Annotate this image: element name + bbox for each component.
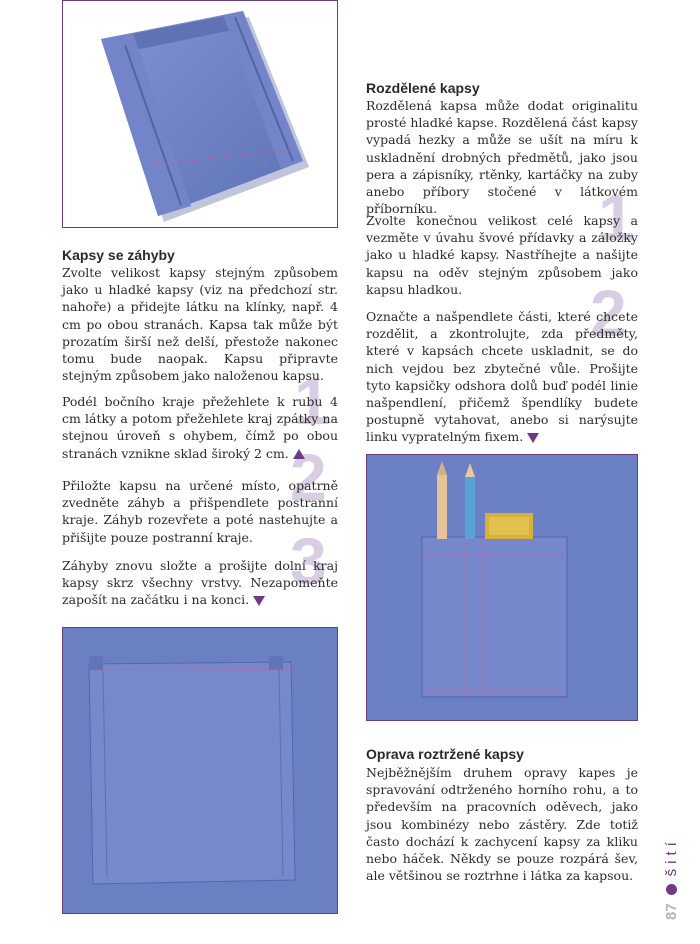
photo-pleated-pocket: [62, 627, 338, 914]
repair-paragraph: Nejběžnějším druhem opravy kapes je spravování odtrženého horního rohu, a to především na pracovních oděvech, jako jsou kombinézy nebo zástěry. Zde totiž často dochází k zachycení kapsy za kliku nebo háček. Někdy se pouze rozpárá šev, ale většinou se roztrhne i látka za kapsou.: [366, 765, 638, 884]
pleated-step-3-paragraph: [62, 557, 338, 609]
page-footer: [653, 790, 689, 920]
pleated-step-1-text: Podél bočního kraje přežehlete k rubu 4 cm látky a potom přežehlete kraj zpátky na stejnou úroveň s ohybem, čímž po obou stranách vznikne sklad široký 2 cm.: [62, 394, 338, 461]
pleated-step-2-paragraph: Přiložte kapsu na určené místo, opatrně zvedněte záhyb a přišpendlete postranní kraje. Záhyb rozevřete a poté nastehujte a přišijte pouze postranní kraje.: [62, 478, 338, 545]
divided-step-2-text: Označte a našpendlete části, které chcete rozdělit, a zkontrolujte, zda předměty, které v kapsách chcete uskladnit, se do nich vejdou bez zbytečné vůle. Prošijte tyto kapsičky odshora dolů buď podél linie našpendlení, přičemž špendlíky budete postupně vytahovat, anebo si narýsujte linku vypratelným fixem.: [366, 309, 638, 445]
divided-step-2-paragraph: [366, 308, 638, 446]
section-name: šití: [662, 837, 680, 877]
triangle-down-icon: [253, 596, 265, 606]
photo-divided-pocket: [366, 454, 638, 721]
pleated-intro-paragraph: Zvolte velikost kapsy stejným způsobem jako u hladké kapsy (viz na předchozí str. nahoře) a přidejte látku na klínky, např. 4 cm po obou stranách. Kapsa tak může být prozatím širší než delší, přestože nakonec tomu bude naopak. Kapsu připravte stejným způsobem jako naloženou kapsu.: [62, 265, 338, 384]
photo-pleated-fabric: [62, 0, 338, 228]
step-number-1-left: 1: [294, 364, 331, 438]
triangle-up-icon: [293, 449, 305, 459]
step-number-2-left: 2: [290, 440, 327, 514]
divided-step-1-paragraph: Zvolte konečnou velikost celé kapsy a vezměte v úvahu švové přídavky a záložky jako u hladké kapsy. Nastříhejte a našijte kapsu na oděv stejným způsobem jako kapsu hladkou.: [366, 213, 638, 297]
step-number-1-right: 1: [598, 180, 635, 254]
heading-divided-pockets: Rozdělené kapsy: [366, 80, 480, 96]
page-number: 87: [662, 903, 680, 920]
step-number-2-right: 2: [590, 276, 627, 350]
step-number-3-left: 3: [290, 524, 327, 598]
heading-pocket-repair: Oprava roztržené kapsy: [366, 746, 524, 762]
bullet-dot-icon: [666, 884, 677, 895]
pleated-step-1-paragraph: [62, 393, 338, 462]
divided-intro-paragraph: Rozdělená kapsa může dodat originalitu prosté hladké kapse. Rozdělená část kapsy vypadá hezky a může se ušít na míru k uskladnění drobných předmětů, jako jsou pera a zápisníky, rtěnky, kartáčky na zuby anebo příbory stočené v látkovém příborníku.: [366, 98, 638, 217]
divided-pocket-illustration: [367, 455, 638, 721]
pleated-pocket-illustration: [63, 628, 338, 914]
triangle-down-icon: [527, 433, 539, 443]
heading-pleated-pockets: Kapsy se záhyby: [62, 247, 175, 263]
pleated-step-3-text: Záhyby znovu složte a prošijte dolní kraj kapsy skrz všechny vrstvy. Nezapomeňte zapošít na začátku i na konci.: [62, 558, 338, 608]
pleated-fabric-illustration: [63, 1, 338, 228]
